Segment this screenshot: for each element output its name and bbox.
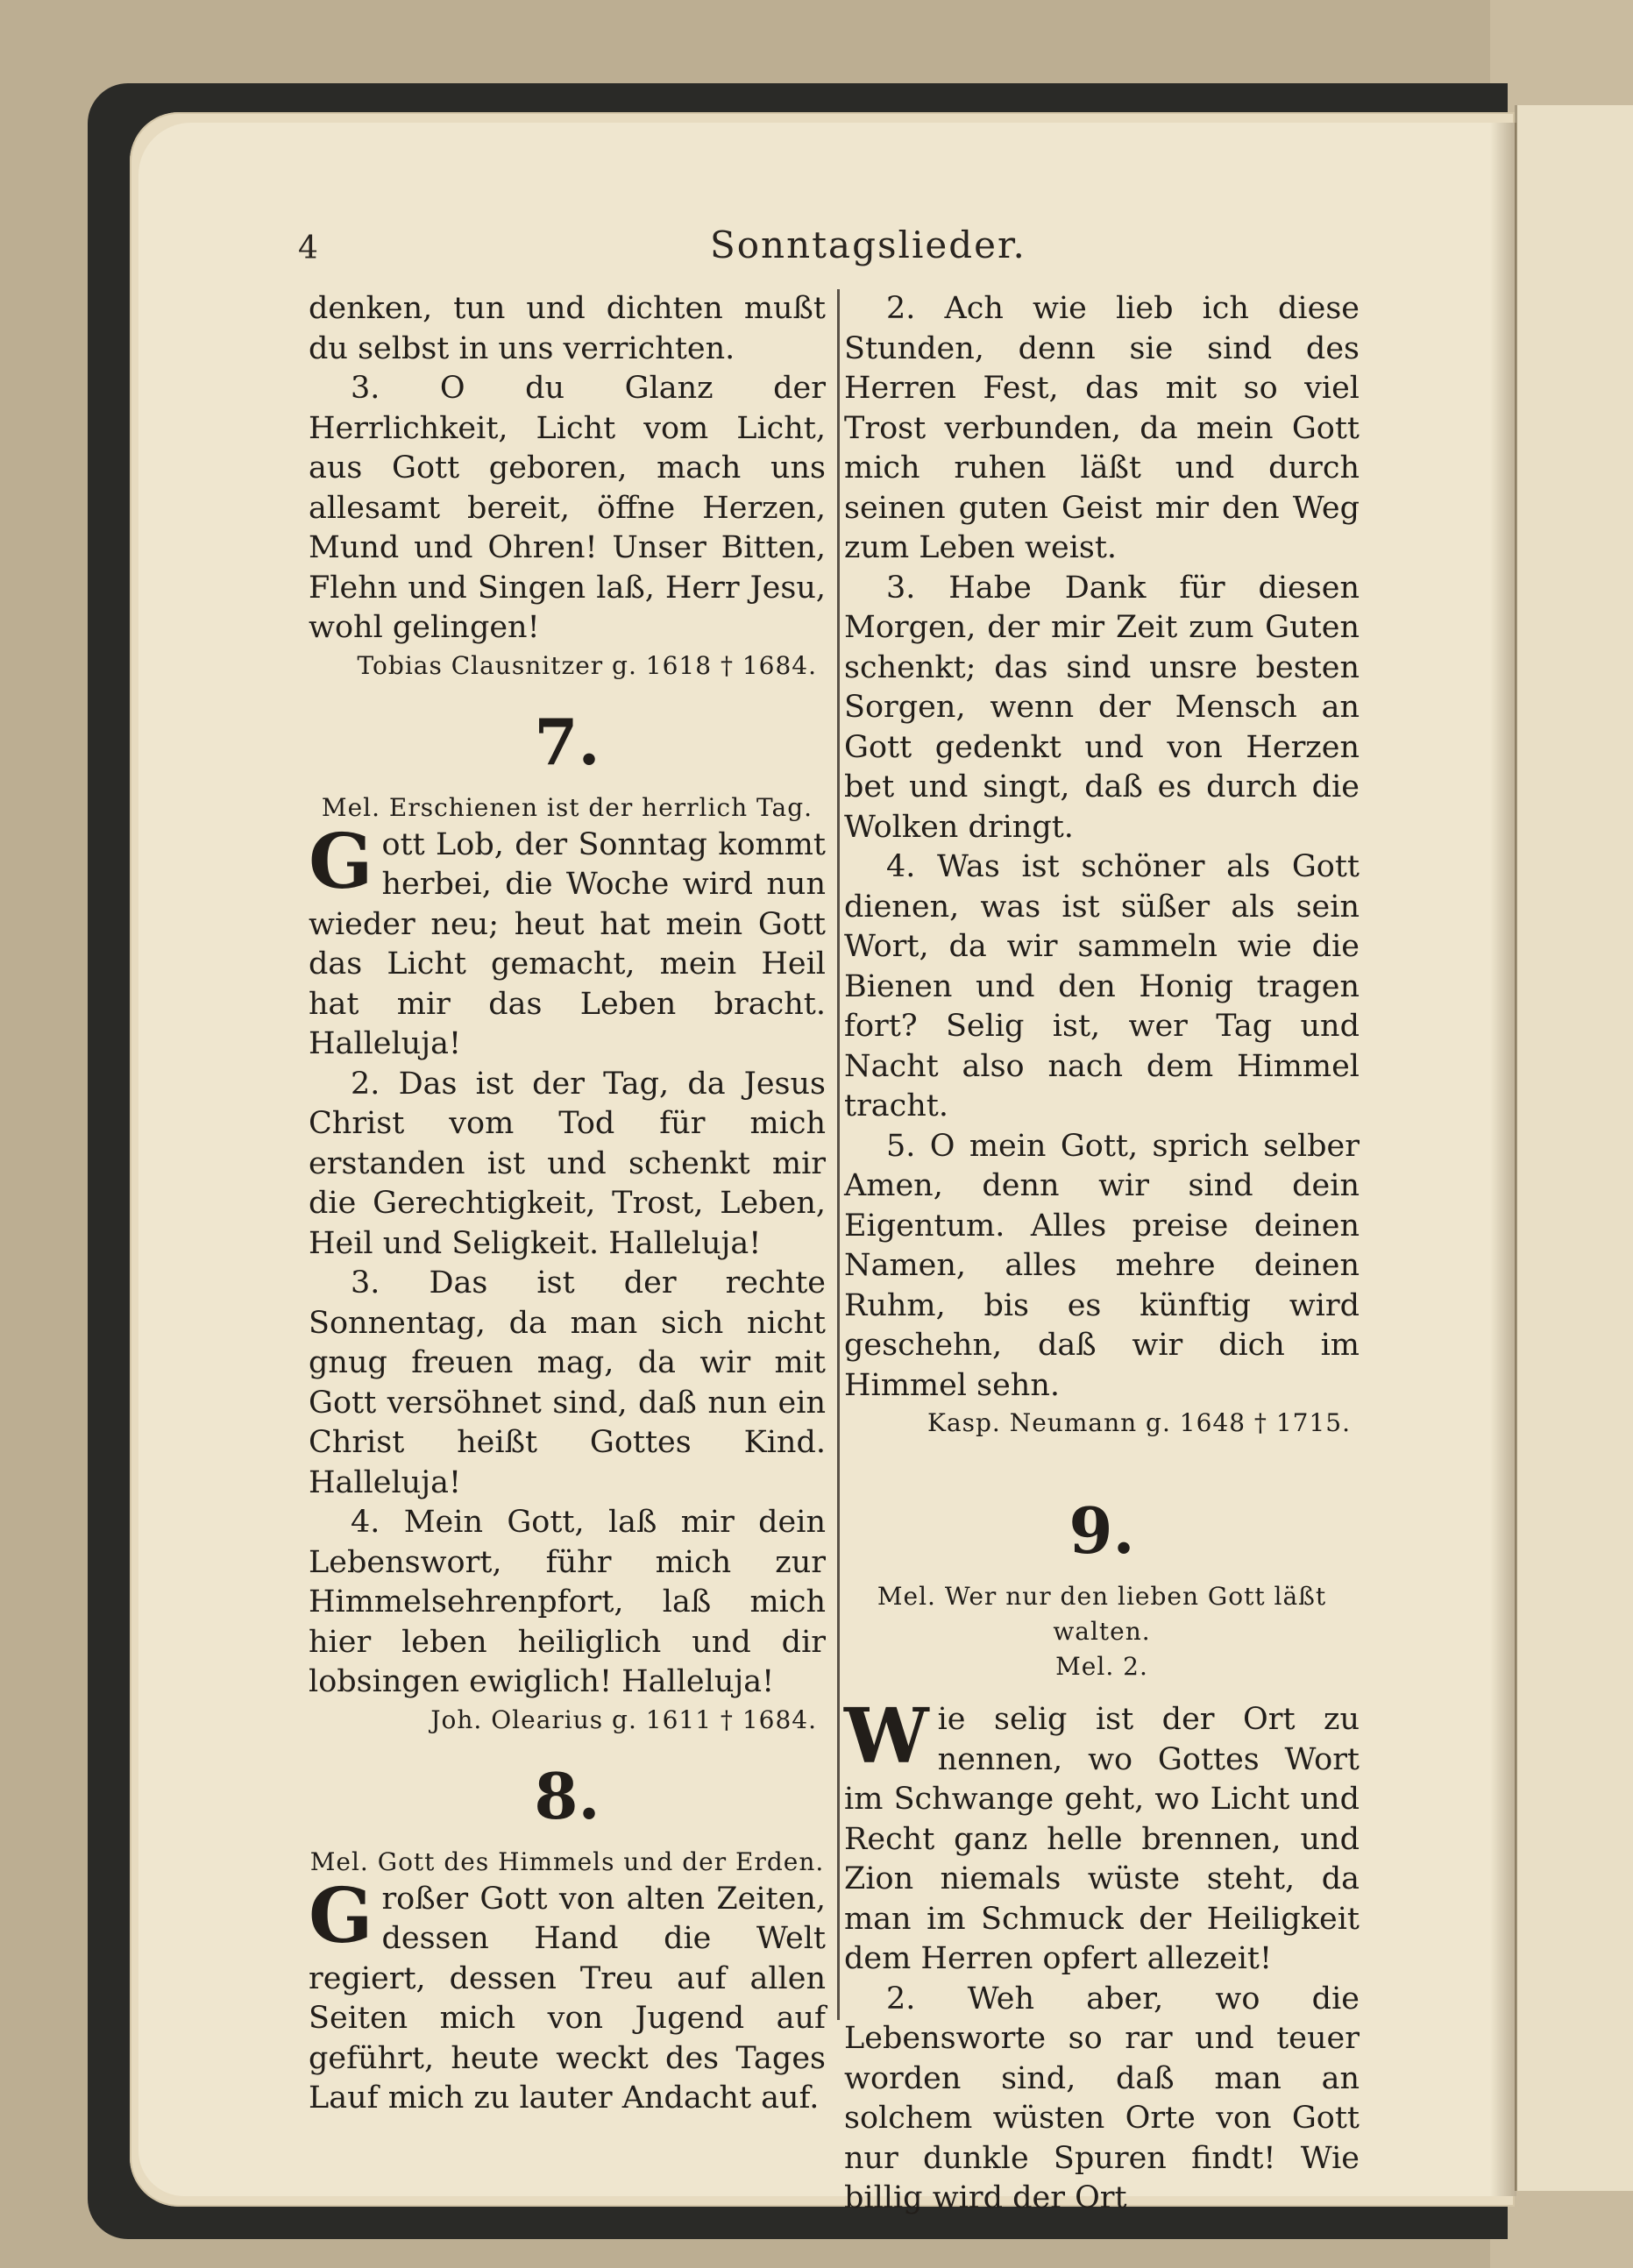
hymn7-dropcap: G [309, 817, 373, 906]
hymn8-verse5: 5. O mein Gott, sprich selber Amen, denn wir sind dein Eigentum. Alles preise deinen Namen, alles mehre deinen Ruhm, bis es künftig wird geschehn, daß wir dich im Himmel sehn. [844, 1128, 1360, 1403]
hymn6-attribution: Tobias Clausnitzer g. 1618 † 1684. [357, 650, 817, 680]
hymn8-number: 8. [534, 1758, 600, 1833]
spacer [844, 1441, 1360, 1472]
hymn9-melody: Mel. Wer nur den lieben Gott läßt walten. [877, 1582, 1327, 1646]
hymn9-verse2: 2. Weh aber, wo die Lebensworte so rar und teuer worden sind, daß man an solchem wüsten Orte von Gott nur dunkle Spuren findt! Wie billig wird der Ort [844, 1981, 1360, 2215]
continued-verse: denken, tun und dichten mußt du selbst in uns verrichten. [309, 291, 826, 366]
hymn7-number: 7. [534, 704, 600, 779]
hymn7-attribution: Joh. Olearius g. 1611 † 1684. [430, 1705, 817, 1734]
column-divider [837, 289, 840, 2020]
hymn8-melody: Mel. Gott des Himmels und der Erden. [309, 1846, 825, 1876]
facing-page-edge [1515, 105, 1633, 2191]
hymn8-verse2: 2. Ach wie lieb ich diese Stunden, denn sie sind des Herren Fest, das mit so viel Trost verbunden, da mein Gott mich ruhen läßt und durch seinen guten Geist mir den Weg zum Leben weist. [844, 291, 1360, 565]
left-column [309, 289, 826, 2119]
hymn8-verse3: 3. Habe Dank für diesen Morgen, der mir Zeit zum Guten schenkt; das sind unsre besten Sorgen, wenn der Mensch an Gott gedenkt und von Herzen bet und singt, daß es durch die Wolken dringt. [844, 570, 1360, 845]
hymn7-verse1-text: ott Lob, der Sonntag kommt herbei, die Woche wird nun wieder neu; heut hat mein Gott das Licht gemacht, mein Heil hat mir das Leben bracht. Halleluja! [309, 826, 826, 1061]
hymn8-verse1 [309, 1871, 826, 2119]
hymn9-dropcap: W [844, 1692, 929, 1781]
hymn9-melody-ref: Mel. 2. [1055, 1652, 1148, 1681]
hymn8-attribution: Kasp. Neumann g. 1648 † 1715. [927, 1408, 1351, 1437]
hymn7-verse3: 3. Das ist der rechte Sonnentag, da man sich nicht gnug freuen mag, da wir mit Gott versöhnet sind, daß nun ein Christ heißt Gottes Kind. Halleluja! [309, 1265, 826, 1500]
hymn8-verse1-text: roßer Gott von alten Zeiten, dessen Hand die Welt regiert, dessen Treu auf allen Seiten mich von Jugend auf geführt, heute weckt des Tages Lauf mich zu lauter Andacht auf. [309, 1881, 826, 2116]
page-number: 4 [298, 230, 318, 266]
hymn7-verse2: 2. Das ist der Tag, da Jesus Christ vom Tod für mich erstanden ist und schenkt mir die Gerechtigkeit, Trost, Leben, Heil und Seligkeit. Halleluja! [309, 1066, 826, 1261]
hymn9-verse1 [844, 1692, 1360, 1980]
hymn8-verse4: 4. Was ist schöner als Gott dienen, was ist süßer als sein Wort, da wir sammeln wie die Bienen und den Honig tragen fort? Selig ist, wer Tag und Nacht also nach dem Himmel tracht. [844, 849, 1360, 1123]
running-head: Sonntagslieder. [710, 223, 1026, 266]
hymn8-dropcap: G [309, 1871, 373, 1960]
page-header [298, 223, 1385, 276]
hymn7-verse4: 4. Mein Gott, laß mir dein Lebenswort, führ mich zur Himmelsehrenpfort, laß mich hier leben heiliglich und dir lobsingen ewiglich! Halleluja! [309, 1505, 826, 1699]
page-gutter [1490, 123, 1516, 2196]
hymn6-verse3: 3. O du Glanz der Herrlichkeit, Licht vom Licht, aus Gott geboren, mach uns allesamt bereit, öffne Herzen, Mund und Ohren! Unser Bitten, Flehn und Singen laß, Herr Jesu, wohl gelingen! [309, 371, 826, 645]
hymn7-verse1 [309, 817, 826, 1065]
right-column [844, 289, 1360, 2219]
hymn9-number: 9. [1069, 1493, 1135, 1568]
hymn7-melody: Mel. Erschienen ist der herrlich Tag. [321, 792, 813, 822]
hymn9-verse1-text: ie selig ist der Ort zu nennen, wo Gottes Wort im Schwange geht, wo Licht und Recht ganz helle brennen, und Zion niemals wüste steht, da man im Schmuck der Heiligkeit dem Herren opfert allezeit! [844, 1702, 1360, 1976]
